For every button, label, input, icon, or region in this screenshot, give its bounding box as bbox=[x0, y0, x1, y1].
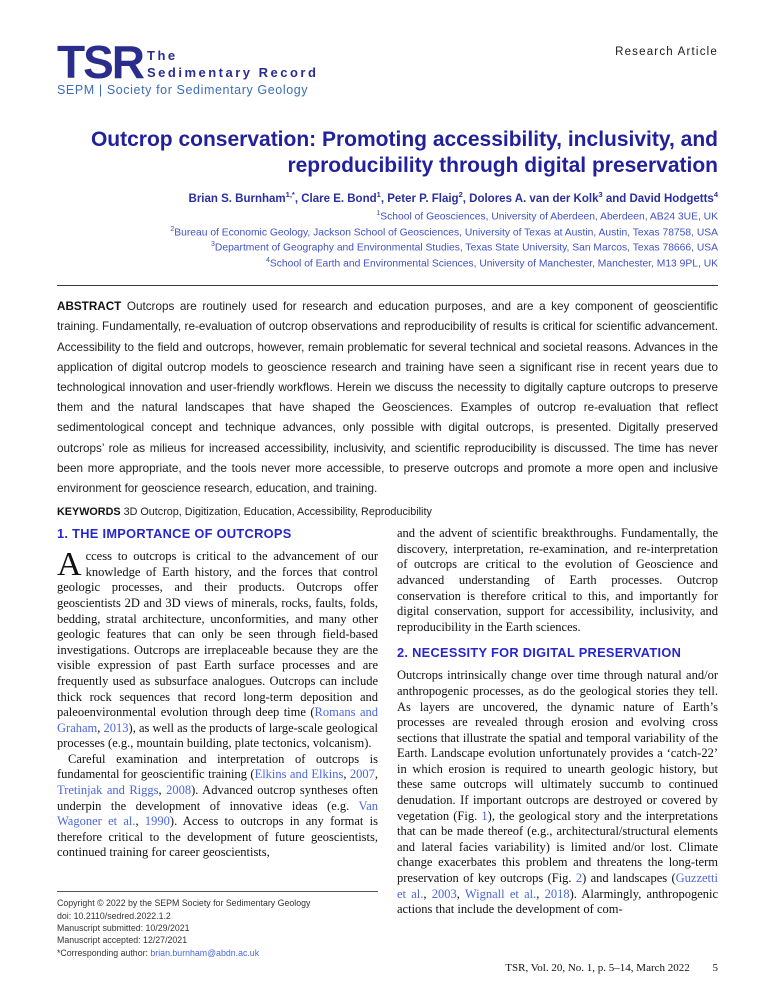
column-left bbox=[57, 526, 378, 963]
footnote-block bbox=[57, 891, 378, 963]
citation-link[interactable]: 2013 bbox=[103, 720, 129, 735]
article-type-label: Research Article bbox=[615, 46, 718, 58]
affiliations-list bbox=[57, 208, 718, 271]
citation-link[interactable]: Elkins and Elkins bbox=[254, 767, 344, 782]
logo-wordmark bbox=[147, 47, 318, 81]
citation-link[interactable]: 1 bbox=[481, 808, 488, 823]
logo-top-row bbox=[57, 36, 319, 88]
citation-link[interactable]: 2007 bbox=[349, 767, 375, 782]
footnote-lines bbox=[57, 897, 378, 959]
citation-link[interactable]: Wignall et al. bbox=[464, 886, 537, 901]
article-title: Outcrop conservation: Promoting accessibility, inclusivity, and reproducibility through digital preservation bbox=[90, 128, 718, 177]
keywords-section bbox=[57, 506, 718, 518]
section-heading: 2. NECESSITY FOR DIGITAL PRESERVATION bbox=[397, 645, 682, 661]
page-footer bbox=[505, 962, 718, 974]
citation-link[interactable]: 2008 bbox=[166, 783, 192, 798]
citation-link[interactable]: 2018 bbox=[544, 886, 570, 901]
citation-link[interactable]: Romans and Graham bbox=[57, 705, 378, 735]
dropcap-letter: A bbox=[57, 546, 82, 584]
citation-link[interactable]: Tretinjak and Riggs bbox=[57, 783, 159, 798]
footnote-line: Manuscript submitted: 10/29/2021 bbox=[57, 922, 190, 933]
abstract-text: Outcrops are routinely used for research and education purposes, and are a key component of geoscientific training. Fundamentally, re-evaluation of outcrop observations and reproducibility of results is critical for scientific advancement. Accessibility to the field and outcrops, however, remain problematic for several technical and societal reasons. Advances in the application of digital outcrop models to geoscience research and training have seen a significant rise in recent years due to technological innovation and user-friendly workflows. Herein we discuss the necessity to digitally capture outcrops to preserve them and the natural landscapes that have shaped the Geosciences. Examples of outcrop re-evaluation that reflect sedimentological concept and technique advances, only possible with digital outcrops, is presented. Digitally preserved outcrops’ role as milieus for increased accessibility, inclusivity, and scientific reproducibility is discussed. The time has never been more appropriate, and the tools never more accessible, to preserve outcrops and promote a more open and inclusive environment for geoscience research, education, and training. bbox=[57, 300, 719, 495]
abstract-label: ABSTRACT bbox=[57, 300, 122, 314]
keywords-text: 3D Outcrop, Digitization, Education, Accessibility, Reproducibility bbox=[123, 506, 432, 519]
citation-link[interactable]: 1990 bbox=[144, 814, 170, 829]
footnote-line: *Corresponding author: brian.burnham@abdn.ac.uk bbox=[57, 947, 260, 958]
footnote-divider bbox=[57, 891, 378, 892]
society-line: SEPM | Society for Sedimentary Geology bbox=[57, 83, 309, 97]
author-name: Brian S. Burnham$^{1,*}$ bbox=[188, 190, 295, 205]
citation-link[interactable]: 2 bbox=[575, 871, 583, 886]
author-name: David Hodgetts$^4$ bbox=[629, 190, 718, 205]
email-link[interactable]: brian.burnham@abdn.ac.uk bbox=[150, 947, 260, 958]
keywords-label: KEYWORDS bbox=[57, 506, 121, 519]
logo-word-sedimentary-record: Sedimentary Record bbox=[147, 65, 319, 80]
paragraph: Outcrops intrinsically change over time through natural and/or anthropogenic processes, as do the geological stories they tell. As layers are uncovered, the dynamic nature of Earth’s processes are revealed through erosion and evolving cross sections that illustrate the spatial and temporal variability of the Earth. Landscape evolution unfortunately provides a ‘catch-22’ in which erosion is required to unearth geologic history, but these same outcrops will ultimately succumb to continued denudation. If important outcrops are destroyed or covered by vegetation (Fig. 1), the geological story and the interpretations that can be made thereof (e.g., architectural/structural elements and lateral facies variability) is limited and/or lost. Climate change exacerbates this problem and threatens the long-term preservation of key outcrops (Fig. 2) and landscapes (Guzzetti et al., 2003, Wignall et al., 2018). Alarmingly, anthropogenic actions that include the development of com- bbox=[397, 668, 719, 917]
journal-citation: TSR, Vol. 20, No. 1, p. 5–14, March 2022 bbox=[505, 962, 690, 974]
affiliation: $^1$School of Geosciences, University of Aberdeen, Aberdeen, AB24 3UE, UK bbox=[376, 209, 718, 223]
tsr-logo-text: TSR bbox=[57, 36, 143, 88]
journal-logo bbox=[57, 36, 319, 97]
authors-line: Brian S. Burnham$^{1,*}$, Clare E. Bond$^1$, Peter P. Flaig$^2$, Dolores A. van der Kolk$^3$ and David Hodgetts$^4$ bbox=[188, 190, 718, 205]
title-block bbox=[57, 127, 718, 271]
footnote-line: Copyright © 2022 by the SEPM Society for Sedimentary Geology bbox=[57, 898, 311, 909]
citation-link[interactable]: Van Wagoner et al. bbox=[57, 798, 378, 829]
abstract-divider bbox=[57, 285, 718, 286]
affiliation: $^2$Bureau of Economic Geology, Jackson School of Geosciences, University of Texas at Austin, Austin, Texas 78758, USA bbox=[170, 225, 718, 239]
author-name: Dolores A. van der Kolk$^3$ bbox=[469, 190, 603, 205]
footnote-line: Manuscript accepted: 12/27/2021 bbox=[57, 935, 188, 946]
column-right bbox=[397, 526, 718, 963]
logo-word-the: The bbox=[147, 48, 178, 63]
paragraph: and the advent of scientific breakthroughs. Fundamentally, the discovery, interpretation, re-examination, and re-interpretation of outcrops are critical to the evolution of Geoscience and advanced understanding of Earth processes. Outcrop conservation is therefore critical to this, and importantly for digital conservation, support for accessibility, inclusivity, and reproducibility in the Earth sciences. bbox=[397, 526, 718, 634]
page-header bbox=[57, 36, 718, 97]
citation-link[interactable]: Guzzetti et al. bbox=[397, 871, 718, 901]
author-name: Clare E. Bond$^1$ bbox=[301, 190, 381, 205]
abstract-section bbox=[57, 297, 718, 499]
paragraph: Careful examination and interpretation of outcrops is fundamental for geoscientific training (Elkins and Elkins, 2007, Tretinjak and Riggs, 2008). Advanced outcrop syntheses often underpin the development of innovative ideas (e.g. Van Wagoner et al., 1990). Access to outcrops in any format is therefore critical to the development of future geoscientists, continued training for career geoscientists, bbox=[57, 751, 378, 860]
section-heading: 1. THE IMPORTANCE OF OUTCROPS bbox=[57, 526, 292, 542]
two-column-body bbox=[57, 526, 718, 963]
footnote-line: doi: 10.2110/sedred.2022.1.2 bbox=[57, 910, 171, 921]
affiliation: $^3$Department of Geography and Environmental Studies, Texas State University, San Marcos, Texas 78666, USA bbox=[211, 241, 718, 254]
column-left-blocks bbox=[57, 526, 378, 861]
affiliation: $^4$School of Earth and Environmental Sciences, University of Manchester, Manchester, M13 9PL, UK bbox=[265, 257, 718, 270]
citation-link[interactable]: 2003 bbox=[431, 886, 457, 901]
page-number: 5 bbox=[712, 962, 718, 974]
paragraph: Access to outcrops is critical to the advancement of our knowledge of Earth history, and the forces that control geologic processes, and their products. Outcrops offer geoscientists 2D and 3D views of minerals, rocks, faults, folds, bedding, stratal architecture, unconformities, and many other geologic features that can only be seen through field-based investigations. Outcrops are irreplaceable because they are the visible expression of past Earth surface processes and are frequently used as subsurface analogues. Outcrops can include thick rock sequences that record long-term deposition and paleoenvironmental evolution through deep time (Romans and Graham, 2013), as well as the products of large-scale geological processes (e.g., mountain building, plate tectonics, volcanism). bbox=[57, 546, 378, 751]
author-name: Peter P. Flaig$^2$ bbox=[387, 190, 463, 205]
